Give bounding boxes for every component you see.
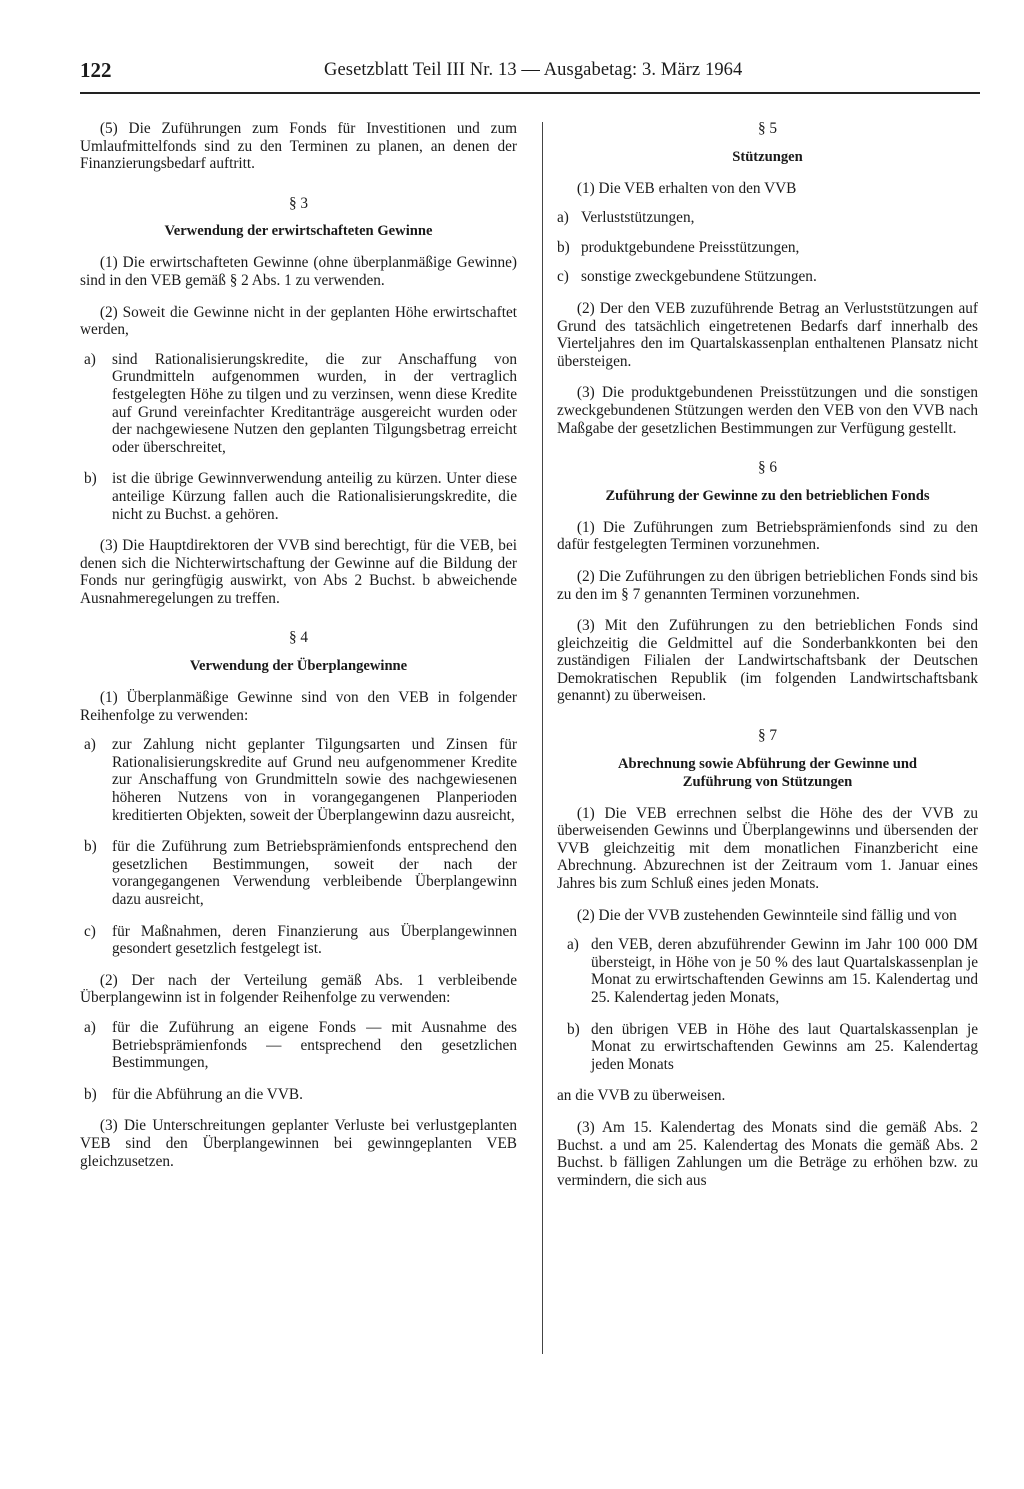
item-label: c) <box>557 268 569 286</box>
section-5-title: Stützungen <box>732 148 803 165</box>
section-4-title: Verwendung der Überplangewinne <box>189 658 408 675</box>
section-6-paragraph-2: (2) Die Zuführungen zu den übrigen betrieblichen Fonds sind bis zu den im § 7 genannten Terminen vorzunehmen. <box>557 567 978 603</box>
section-3-paragraph-1: (1) Die erwirtschafteten Gewinne (ohne überplanmäßige Gewinne) sind in den VEB gemäß § 2 Abs. 1 zu verwenden. <box>80 254 517 289</box>
section-5-paragraph-1: (1) Die VEB erhalten von den VVB <box>576 179 797 197</box>
page-header <box>80 58 980 88</box>
item-text: Verluststützungen, <box>581 209 695 227</box>
header-title: Gesetzblatt Teil III Nr. 13 — Ausgabetag: 3. März 1964 <box>324 60 743 80</box>
item-text: für die Zuführung zum Betriebsprämienfonds entsprechend den gesetzlichen Bestimmungen, soweit der nach der vorangegangenen Verwendung verbleibende Überplangewinn dazu ausreicht, <box>112 838 517 908</box>
section-7-item-b <box>557 1021 978 1074</box>
item-text: für die Zuführung an eigene Fonds — mit Ausnahme des Betriebsprämienfonds — entsprechend den gesetzlichen Bestimmungen, <box>112 1018 517 1072</box>
section-6-number: § 6 <box>757 459 778 477</box>
header-rule <box>80 92 980 94</box>
item-label: b) <box>84 470 97 488</box>
item-label: a) <box>567 936 579 954</box>
item-label: a) <box>84 736 96 754</box>
page-number: 122 <box>80 58 112 82</box>
section-7-paragraph-1: (1) Die VEB errechnen selbst die Höhe des der VVB zu überweisenden Gewinns und Überplangewinns und übersenden der VVB gleichzeitig mit dem monatlichen Finanzbericht eine Abrechnung. Abzurechnen ist der Zeitraum vom 1. Januar eines Jahres bis zum Schluß eines jeden Monats. <box>557 804 978 893</box>
section-7-title-line-2: Zuführung von Stützungen <box>682 773 853 790</box>
section-5-paragraph-3: (3) Die produktgebundenen Preisstützungen und die sonstigen zweckgebundenen Stützungen werden den VEB von den VVB nach Maßgabe der gesetzlichen Bestimmungen zur Verfügung gestellt. <box>557 384 978 437</box>
section-4-number: § 4 <box>288 629 309 647</box>
section-7-item-a <box>557 936 978 1006</box>
section-7-number: § 7 <box>757 727 778 745</box>
item-label: b) <box>84 1085 97 1103</box>
item-text: ist die übrige Gewinnverwendung anteilig zu kürzen. Unter diese anteilige Kürzung fallen auch die Rationalisierungskredite, die nicht zu Buchst. a gehören. <box>112 470 517 523</box>
section-7-title-line-1: Abrechnung sowie Abführung der Gewinne und <box>617 755 918 772</box>
section-6-title: Zuführung der Gewinne zu den betrieblichen Fonds <box>605 487 930 504</box>
section-5-item-c <box>557 268 978 286</box>
item-label: b) <box>567 1020 580 1038</box>
item-text: den VEB, deren abzuführender Gewinn im Jahr 100 000 DM übersteigt, in Höhe von je 50 % des laut Quartalskassenplan je Monat zu erwirtschaftenden Gewinns am 15. Kalendertag und 25. Kalendertag jeden Monats, <box>591 936 978 1006</box>
item-label: b) <box>84 838 97 856</box>
item-text: den übrigen VEB in Höhe des laut Quartalskassenplan je Monat zu erwirtschaftenden Gewinns am 25. Kalendertag jeden Monats <box>591 1020 978 1073</box>
item-label: c) <box>84 922 96 940</box>
section-5-item-a <box>557 209 978 227</box>
section-3-paragraph-2: (2) Soweit die Gewinne nicht in der geplanten Höhe erwirtschaftet werden, <box>80 303 517 339</box>
section-4-paragraph-2: (2) Der nach der Verteilung gemäß Abs. 1 verbleibende Überplangewinn ist in folgender Reihenfolge zu verwenden: <box>80 971 517 1007</box>
section-3-item-b <box>80 470 517 523</box>
item-text: produktgebundene Preisstützungen, <box>581 238 800 256</box>
section-6-paragraph-3: (3) Mit den Zuführungen zu den betrieblichen Fonds sind gleichzeitig die Geldmittel auf die Sonderbankkonten bei den zuständigen Filialen der Landwirtschaftsbank der Deutschen Demokratischen Republik (im folgenden Landwirtschaftsbank genannt) zu überweisen. <box>557 617 978 705</box>
section-5-number: § 5 <box>757 120 778 137</box>
section-7-paragraph-3: (3) Am 15. Kalendertag des Monats sind die gemäß Abs. 2 Buchst. a und am 25. Kalendertag des Monats die gemäß Abs. 2 Buchst. b fälligen Zahlungen um die Beträge zu erhöhen bzw. zu vermindern, die sich aus <box>557 1118 978 1189</box>
section-7-paragraph-2: (2) Die der VVB zustehenden Gewinnteile sind fällig und von <box>576 906 957 924</box>
item-label: a) <box>84 350 96 368</box>
section-4-item-2a <box>80 1019 517 1072</box>
section-4-item-a <box>80 736 517 824</box>
intro-paragraph: (5) Die Zuführungen zum Fonds für Investitionen und zum Umlaufmittelfonds sind zu den Terminen zu planen, an denen der Finanzierungsbedarf auftritt. <box>80 120 517 173</box>
item-text: sonstige zweckgebundene Stützungen. <box>581 268 817 286</box>
section-5-paragraph-2: (2) Der den VEB zuzuführende Betrag an Verluststützungen auf Grund des tatsächlich eingetretenen Bedarfs darf innerhalb des Vierteljahres den im Quartalskassenplan enthaltenen Plansatz nicht übersteigen. <box>557 299 978 370</box>
section-5-item-b <box>557 239 978 257</box>
section-7-paragraph-2-end: an die VVB zu überweisen. <box>557 1087 726 1105</box>
section-4-paragraph-1: (1) Überplanmäßige Gewinne sind von den VEB in folgender Reihenfolge zu verwenden: <box>80 689 517 724</box>
item-label: b) <box>557 238 570 256</box>
section-3-paragraph-3: (3) Die Hauptdirektoren der VVB sind berechtigt, für die VEB, bei denen sich die Nichterwirtschaftung der Gewinne auf die Bildung der Fonds nur geringfügig auswirkt, von Abs 2 Buchst. b abweichende Ausnahmeregelungen zu treffen. <box>80 537 517 607</box>
section-4-item-c <box>80 923 517 958</box>
item-text: für die Abführung an die VVB. <box>112 1085 303 1103</box>
column-divider <box>542 122 543 1354</box>
section-4-item-b <box>80 838 517 908</box>
section-3-title: Verwendung der erwirtschafteten Gewinne <box>164 223 433 240</box>
item-label: a) <box>557 209 569 227</box>
right-column <box>557 120 978 1203</box>
item-text: zur Zahlung nicht geplanter Tilgungsarten und Zinsen für Rationalisierungskredite auf Grund neu aufgenommener Kredite zur Anschaffung von Grundmitteln sowie des nachgewiesenen höheren Nutzens von in vorangegangenen Planperioden kreditierten Objekten, soweit der Überplangewinn dazu ausreicht, <box>112 736 517 824</box>
section-6-paragraph-1: (1) Die Zuführungen zum Betriebsprämienfonds sind zu den dafür festgelegten Terminen vorzunehmen. <box>557 518 978 554</box>
item-label: a) <box>84 1018 96 1036</box>
section-4-item-2b <box>80 1086 517 1104</box>
section-3-item-a <box>80 351 517 457</box>
item-text: sind Rationalisierungskredite, die zur Anschaffung von Grundmitteln aufgenommen wurden, in der vertraglich festgelegten Höhe zu tilgen und zu verzinsen, wenn diese Kredite auf Grund vereinfachter Kreditanträge ausgereicht wurden oder der nachgewiesene Nutzen den geplanten Tilgungsbetrag erreicht oder überschreitet, <box>112 350 517 456</box>
item-text: für Maßnahmen, deren Finanzierung aus Überplangewinnen gesondert gesetzlich festgelegt ist. <box>112 922 517 958</box>
section-3-number: § 3 <box>288 194 309 212</box>
section-4-paragraph-3: (3) Die Unterschreitungen geplanter Verluste bei verlustgeplanten VEB sind den Überplangewinnen bei gewinngeplanten VEB gleichzusetzen. <box>80 1117 517 1170</box>
left-column <box>80 120 517 1184</box>
section-7-title <box>557 755 978 791</box>
